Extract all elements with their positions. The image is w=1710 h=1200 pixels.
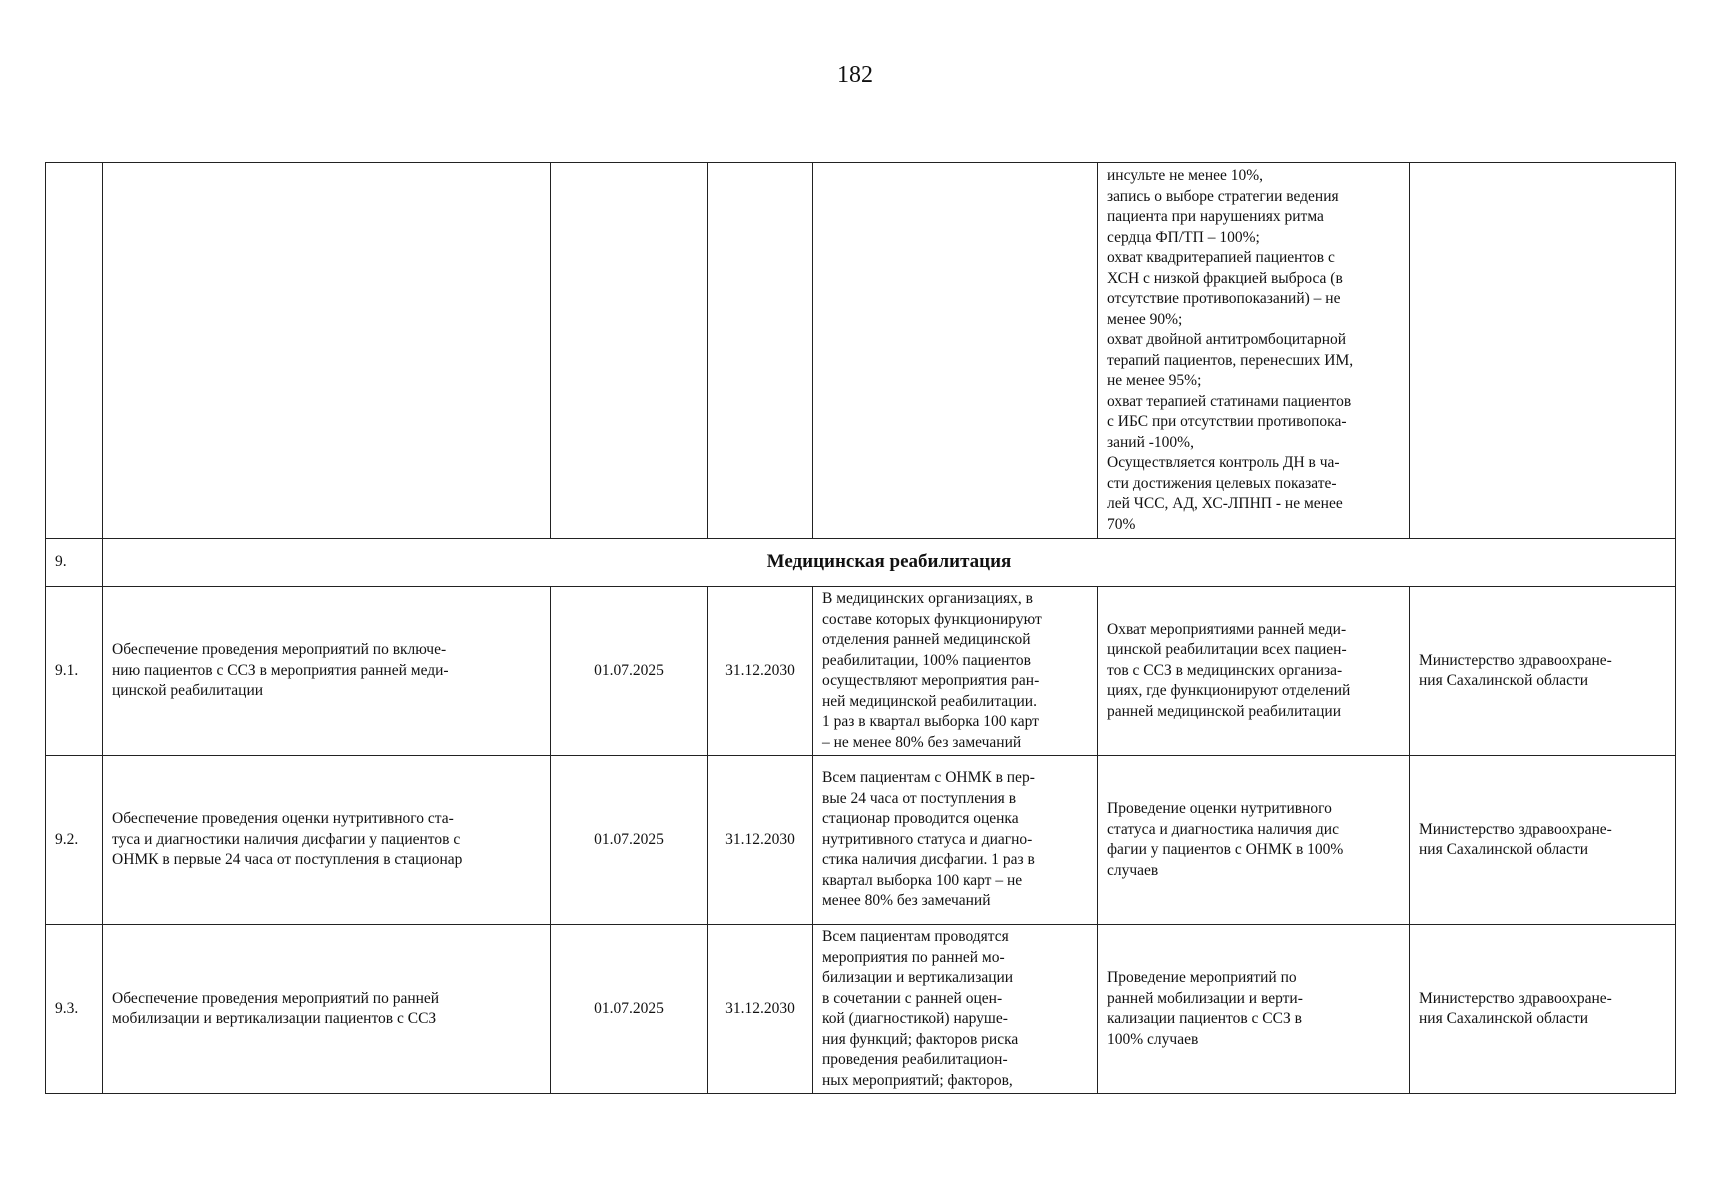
text-line: кализации пациентов с ССЗ в [1107,1010,1302,1027]
text-line: сердца ФП/ТП – 100%; [1107,228,1260,246]
cell-num: 9.3. [46,925,103,1094]
page-number: 182 [837,62,873,88]
cell-responsible [1410,587,1676,756]
cell-end-date: 31.12.2030 [708,925,813,1094]
text-line: Министерство здравоохране- [1419,989,1612,1007]
text-line: – не менее 80% без замечаний [822,733,1022,751]
cell-start-date: 01.07.2025 [551,925,708,1094]
cell-start-date: 01.07.2025 [551,587,708,756]
section-number: 9. [46,539,103,587]
text-line: в сочетании с ранней оцен- [822,989,1003,1007]
text-line: проведения реабилитацион- [822,1051,1008,1068]
text-line: ния Сахалинской области [1419,841,1589,858]
text-line: запись о выборе стратегии ведения [1107,187,1339,205]
cell-num: 9.2. [46,756,103,925]
text-line: Министерство здравоохране- [1419,820,1612,838]
text-line: Проведение мероприятий по [1107,969,1297,986]
text-line: менее 80% без замечаний [822,892,991,910]
section-title: Медицинская реабилитация [103,539,1676,587]
text-line: осуществляют мероприятия ран- [822,672,1040,689]
text-line: 1 раз в квартал выборка 100 карт [822,713,1039,730]
text-line: инсульте не менее 10%, [1107,167,1264,184]
text-line: Обеспечение проведения мероприятий по включе- [112,641,447,659]
text-line: 70% [1107,515,1136,533]
text-line: вые 24 часа от поступления в [822,789,1017,807]
cell-end-date: 31.12.2030 [708,587,813,756]
text-line: Осуществляется контроль ДН в ча- [1107,454,1340,471]
text-line: случаев [1107,861,1159,879]
text-line: цинской реабилитации [112,682,264,700]
text-line: менее 90%; [1107,310,1183,328]
text-line: стационар проводится оценка [822,810,1019,828]
text-line: Министерство здравоохране- [1419,651,1612,669]
text-line: Проведение оценки нутритивного [1107,800,1332,817]
cell-start-date [551,163,708,539]
text-line: составе которых функционируют [822,610,1042,628]
cell-responsible [1410,925,1676,1094]
text-line: квартал выборка 100 карт – не [822,871,1023,889]
text-line: туса и диагностики наличия дисфагии у пациентов с [112,830,461,848]
text-line: не менее 95%; [1107,372,1202,389]
cell-indicator [1098,925,1410,1094]
text-line: ния Сахалинской области [1419,1010,1589,1027]
cell-activity [103,163,551,539]
text-line: заний -100%, [1107,433,1194,451]
text-line: стика наличия дисфагии. 1 раз в [822,851,1035,869]
text-line: ранней мобилизации и верти- [1107,989,1303,1007]
cell-responsible [1410,756,1676,925]
text-line: с ИБС при отсутствии противопока- [1107,413,1347,430]
text-line: охват двойной антитромбоцитарной [1107,331,1347,348]
continuation-row [46,163,1676,539]
cell-num: 9.1. [46,587,103,756]
text-line: отделения ранней медицинской [822,631,1031,648]
text-line: мероприятия по ранней мо- [822,948,1005,966]
cell-start-date: 01.07.2025 [551,756,708,925]
cell-indicator [1098,163,1410,539]
table-row [46,756,1676,925]
text-line: циях, где функционируют отделений [1107,682,1351,700]
text-line: Обеспечение проведения мероприятий по ранней [112,989,440,1007]
text-line: ОНМК в первые 24 часа от поступления в стационар [112,851,463,869]
activities-table [45,162,1676,1094]
text-line: отсутствие противопоказаний) – не [1107,290,1341,307]
text-line: нию пациентов с ССЗ в мероприятия ранней меди- [112,661,449,679]
text-line: реабилитации, 100% пациентов [822,651,1032,669]
text-line: лей ЧСС, АД, ХС-ЛПНП - не менее [1107,495,1343,512]
text-line: охват терапией статинами пациентов [1107,392,1352,410]
text-line: Охват мероприятиями ранней меди- [1107,620,1347,638]
text-line: ния функций; факторов риска [822,1030,1019,1048]
text-line: В медицинских организациях, в [822,590,1033,607]
text-line: фагии у пациентов с ОНМК в 100% [1107,841,1344,858]
cell-result [813,587,1098,756]
text-line: терапий пациентов, перенесших ИМ, [1107,351,1354,369]
text-line: Обеспечение проведения оценки нутритивного ста- [112,810,454,828]
text-line: ХСН с низкой фракцией выброса (в [1107,269,1343,287]
table-row [46,925,1676,1094]
text-line: нутритивного статуса и диагно- [822,830,1033,848]
text-line: тов с ССЗ в медицинских организа- [1107,661,1343,679]
text-line: ных мероприятий; факторов, [822,1071,1013,1089]
section-row [46,539,1676,587]
text-line: ния Сахалинской области [1419,672,1589,689]
cell-end-date: 31.12.2030 [708,756,813,925]
cell-activity [103,925,551,1094]
cell-result [813,925,1098,1094]
text-line: ранней медицинской реабилитации [1107,702,1341,720]
cell-activity [103,756,551,925]
text-line: цинской реабилитации всех пациен- [1107,641,1347,659]
text-line: сти достижения целевых показате- [1107,474,1337,492]
table-row [46,587,1676,756]
cell-num [46,163,103,539]
cell-indicator [1098,587,1410,756]
text-line: Всем пациентам проводятся [822,928,1009,945]
text-line: Всем пациентам с ОНМК в пер- [822,769,1035,787]
text-line: пациента при нарушениях ритма [1107,208,1324,225]
text-line: мобилизации и вертикализации пациентов с ССЗ [112,1010,437,1027]
text-line: охват квадритерапией пациентов с [1107,249,1335,266]
text-line: билизации и вертикализации [822,969,1014,986]
text-line: ней медицинской реабилитации. [822,692,1037,710]
text-line: кой (диагностикой) наруше- [822,1010,1008,1027]
cell-responsible [1410,163,1676,539]
cell-end-date [708,163,813,539]
cell-result [813,163,1098,539]
cell-indicator [1098,756,1410,925]
text-line: 100% случаев [1107,1030,1199,1048]
text-line: статуса и диагностика наличия дис [1107,820,1339,838]
cell-activity [103,587,551,756]
cell-result [813,756,1098,925]
